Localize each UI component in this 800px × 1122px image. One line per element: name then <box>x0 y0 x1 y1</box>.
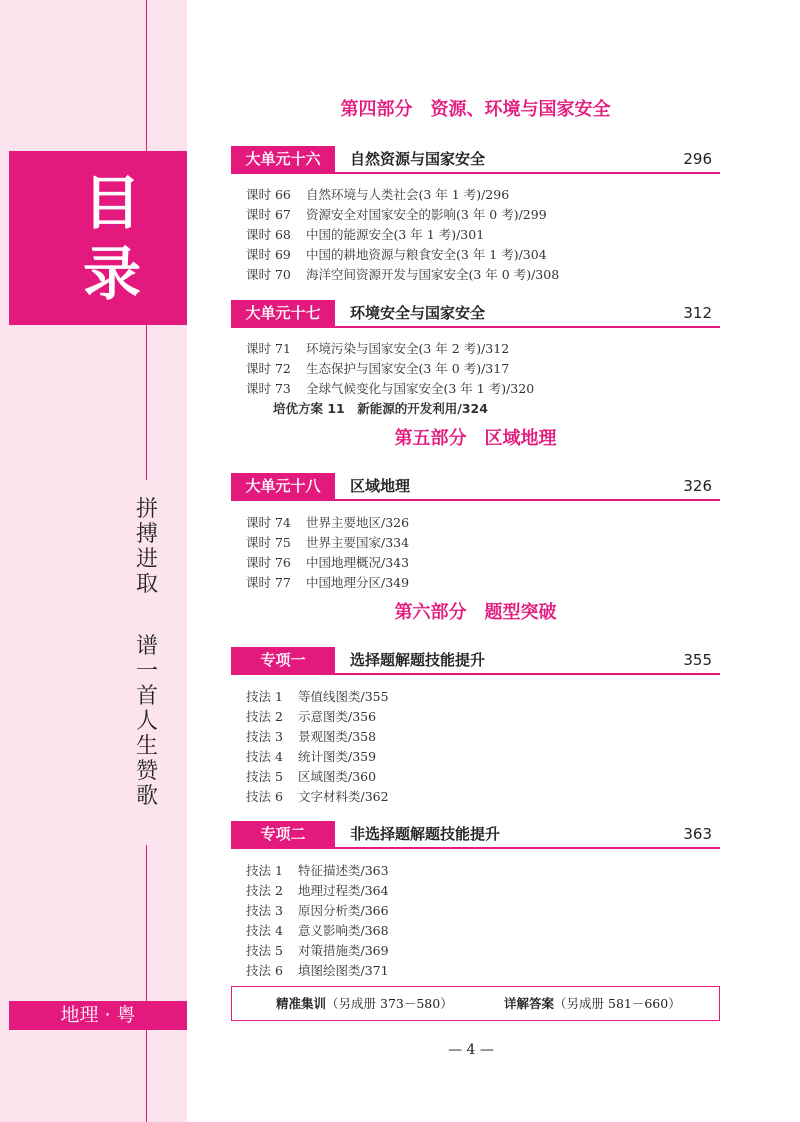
lesson-text: 全球气候变化与国家安全(3 年 1 考)/320 <box>306 381 535 396</box>
skill-item[interactable] <box>246 881 389 901</box>
skill-item[interactable] <box>246 901 389 921</box>
lesson-item[interactable] <box>246 245 547 265</box>
lesson-label: 课时 74 <box>246 515 291 530</box>
skill-label: 技法 2 <box>246 709 283 724</box>
practice-booklet-label: 精准集训 <box>276 996 327 1011</box>
unit-tag: 专项一 <box>231 647 335 673</box>
contents-title-char: 录 <box>82 240 141 308</box>
unit-page-number: 355 <box>683 651 712 669</box>
contents-title-char: 目 <box>82 169 141 237</box>
part-title: 第五部分 区域地理 <box>394 428 557 449</box>
lesson-text: 自然环境与人类社会(3 年 1 考)/296 <box>306 187 510 202</box>
lesson-item[interactable] <box>246 553 409 573</box>
part-title: 第四部分 资源、环境与国家安全 <box>340 99 611 120</box>
slogan-char: 歌 <box>135 784 158 809</box>
skill-label: 技法 5 <box>246 769 283 784</box>
lesson-item[interactable] <box>246 359 509 379</box>
skill-label: 技法 3 <box>246 729 283 744</box>
lesson-text: 世界主要地区/326 <box>306 515 410 530</box>
lesson-text: 中国的耕地资源与粮食安全(3 年 1 考)/304 <box>306 247 547 262</box>
lesson-label: 课时 67 <box>246 207 291 222</box>
skill-label: 技法 6 <box>246 963 283 978</box>
practice-booklet-note[interactable] <box>276 987 453 1020</box>
lesson-item[interactable] <box>246 265 559 285</box>
skill-item[interactable] <box>246 707 376 727</box>
slogan-char: 拼 <box>135 497 158 522</box>
unit-name: 环境安全与国家安全 <box>350 304 486 322</box>
unit-page-number: 296 <box>683 150 712 168</box>
slogan-char: 赞 <box>135 759 158 784</box>
lesson-label: 课时 72 <box>246 361 291 376</box>
skill-item[interactable] <box>246 861 389 881</box>
slogan-char: 首 <box>135 684 158 709</box>
contents-title-block <box>9 151 187 325</box>
unit-tag: 大单元十六 <box>231 146 335 172</box>
answers-booklet-range: （另成册 581－660） <box>554 996 681 1011</box>
skill-text: 对策措施类/369 <box>298 943 389 958</box>
lesson-item[interactable] <box>246 533 409 553</box>
sidebar-divider-line <box>146 325 147 480</box>
unit-name: 自然资源与国家安全 <box>350 150 486 168</box>
subject-badge: 地理 · 粤 <box>9 1001 187 1030</box>
skill-item[interactable] <box>246 687 389 707</box>
skill-text: 统计图类/359 <box>298 749 377 764</box>
lesson-text: 环境污染与国家安全(3 年 2 考)/312 <box>306 341 510 356</box>
lesson-label: 课时 75 <box>246 535 291 550</box>
sidebar-divider-line <box>146 845 147 1001</box>
skill-item[interactable] <box>246 787 389 807</box>
lesson-item[interactable] <box>246 513 409 533</box>
lesson-item[interactable] <box>246 379 534 399</box>
skill-text: 意义影响类/368 <box>298 923 389 938</box>
unit-header[interactable] <box>231 146 720 174</box>
slogan-char: 一 <box>135 659 158 684</box>
part-title: 第六部分 题型突破 <box>394 602 557 623</box>
skill-item[interactable] <box>246 747 376 767</box>
unit-header[interactable] <box>231 300 720 328</box>
slogan-char: 谱 <box>135 634 158 659</box>
lesson-item[interactable] <box>246 573 409 593</box>
lesson-text: 世界主要国家/334 <box>306 535 410 550</box>
unit-page-number: 363 <box>683 825 712 843</box>
skill-text: 填图绘图类/371 <box>298 963 389 978</box>
skill-item[interactable] <box>246 961 389 981</box>
skill-label: 技法 5 <box>246 943 283 958</box>
skill-text: 原因分析类/366 <box>298 903 389 918</box>
skill-text: 文字材料类/362 <box>298 789 389 804</box>
lesson-text: 中国地理分区/349 <box>306 575 410 590</box>
skill-item[interactable] <box>246 767 376 787</box>
skill-label: 技法 6 <box>246 789 283 804</box>
sidebar-divider-line <box>146 0 147 151</box>
lesson-label: 课时 77 <box>246 575 291 590</box>
skill-text: 特征描述类/363 <box>298 863 389 878</box>
unit-tag: 专项二 <box>231 821 335 847</box>
unit-header[interactable] <box>231 647 720 675</box>
lesson-label: 课时 69 <box>246 247 291 262</box>
skill-text: 区域图类/360 <box>298 769 377 784</box>
skill-text: 景观图类/358 <box>298 729 377 744</box>
unit-header[interactable] <box>231 473 720 501</box>
lesson-label: 课时 76 <box>246 555 291 570</box>
answers-booklet-note[interactable] <box>504 987 681 1020</box>
extra-plan-item[interactable]: 培优方案 11 新能源的开发利用/324 <box>273 401 488 416</box>
slogan-char: 生 <box>135 734 158 759</box>
lesson-label: 课时 66 <box>246 187 291 202</box>
slogan-char: 取 <box>135 572 158 597</box>
lesson-text: 生态保护与国家安全(3 年 0 考)/317 <box>306 361 510 376</box>
unit-name: 区域地理 <box>350 477 411 495</box>
skill-item[interactable] <box>246 921 389 941</box>
lesson-label: 课时 70 <box>246 267 291 282</box>
lesson-item[interactable] <box>246 225 484 245</box>
slogan-char: 进 <box>135 547 158 572</box>
lesson-text: 海洋空间资源开发与国家安全(3 年 0 考)/308 <box>306 267 560 282</box>
skill-text: 示意图类/356 <box>298 709 377 724</box>
slogan-column-1 <box>122 497 172 597</box>
unit-page-number: 326 <box>683 477 712 495</box>
lesson-label: 课时 71 <box>246 341 291 356</box>
lesson-item[interactable] <box>246 205 547 225</box>
slogan-char: 搏 <box>135 522 158 547</box>
skill-label: 技法 3 <box>246 903 283 918</box>
page-number: — 4 — <box>448 1042 494 1058</box>
lesson-label: 课时 73 <box>246 381 291 396</box>
unit-name: 非选择题解题技能提升 <box>350 825 501 843</box>
slogan-char: 人 <box>135 709 158 734</box>
unit-page-number: 312 <box>683 304 712 322</box>
skill-item[interactable] <box>246 727 376 747</box>
lesson-text: 资源安全对国家安全的影响(3 年 0 考)/299 <box>306 207 547 222</box>
answers-booklet-label: 详解答案 <box>504 996 555 1011</box>
lesson-label: 课时 68 <box>246 227 291 242</box>
sidebar-divider-line <box>146 1030 147 1122</box>
skill-text: 等值线图类/355 <box>298 689 389 704</box>
practice-booklet-range: （另成册 373－580） <box>326 996 453 1011</box>
skill-label: 技法 2 <box>246 883 283 898</box>
supplement-box <box>231 986 720 1021</box>
skill-label: 技法 4 <box>246 749 283 764</box>
unit-name: 选择题解题技能提升 <box>350 651 486 669</box>
unit-tag: 大单元十七 <box>231 300 335 326</box>
unit-tag: 大单元十八 <box>231 473 335 499</box>
skill-label: 技法 4 <box>246 923 283 938</box>
lesson-item[interactable] <box>246 185 509 205</box>
unit-header[interactable] <box>231 821 720 849</box>
lesson-text: 中国的能源安全(3 年 1 考)/301 <box>306 227 485 242</box>
skill-label: 技法 1 <box>246 863 283 878</box>
lesson-text: 中国地理概况/343 <box>306 555 410 570</box>
skill-text: 地理过程类/364 <box>298 883 389 898</box>
lesson-item[interactable] <box>246 339 509 359</box>
slogan-column-2 <box>122 634 172 809</box>
skill-label: 技法 1 <box>246 689 283 704</box>
skill-item[interactable] <box>246 941 389 961</box>
